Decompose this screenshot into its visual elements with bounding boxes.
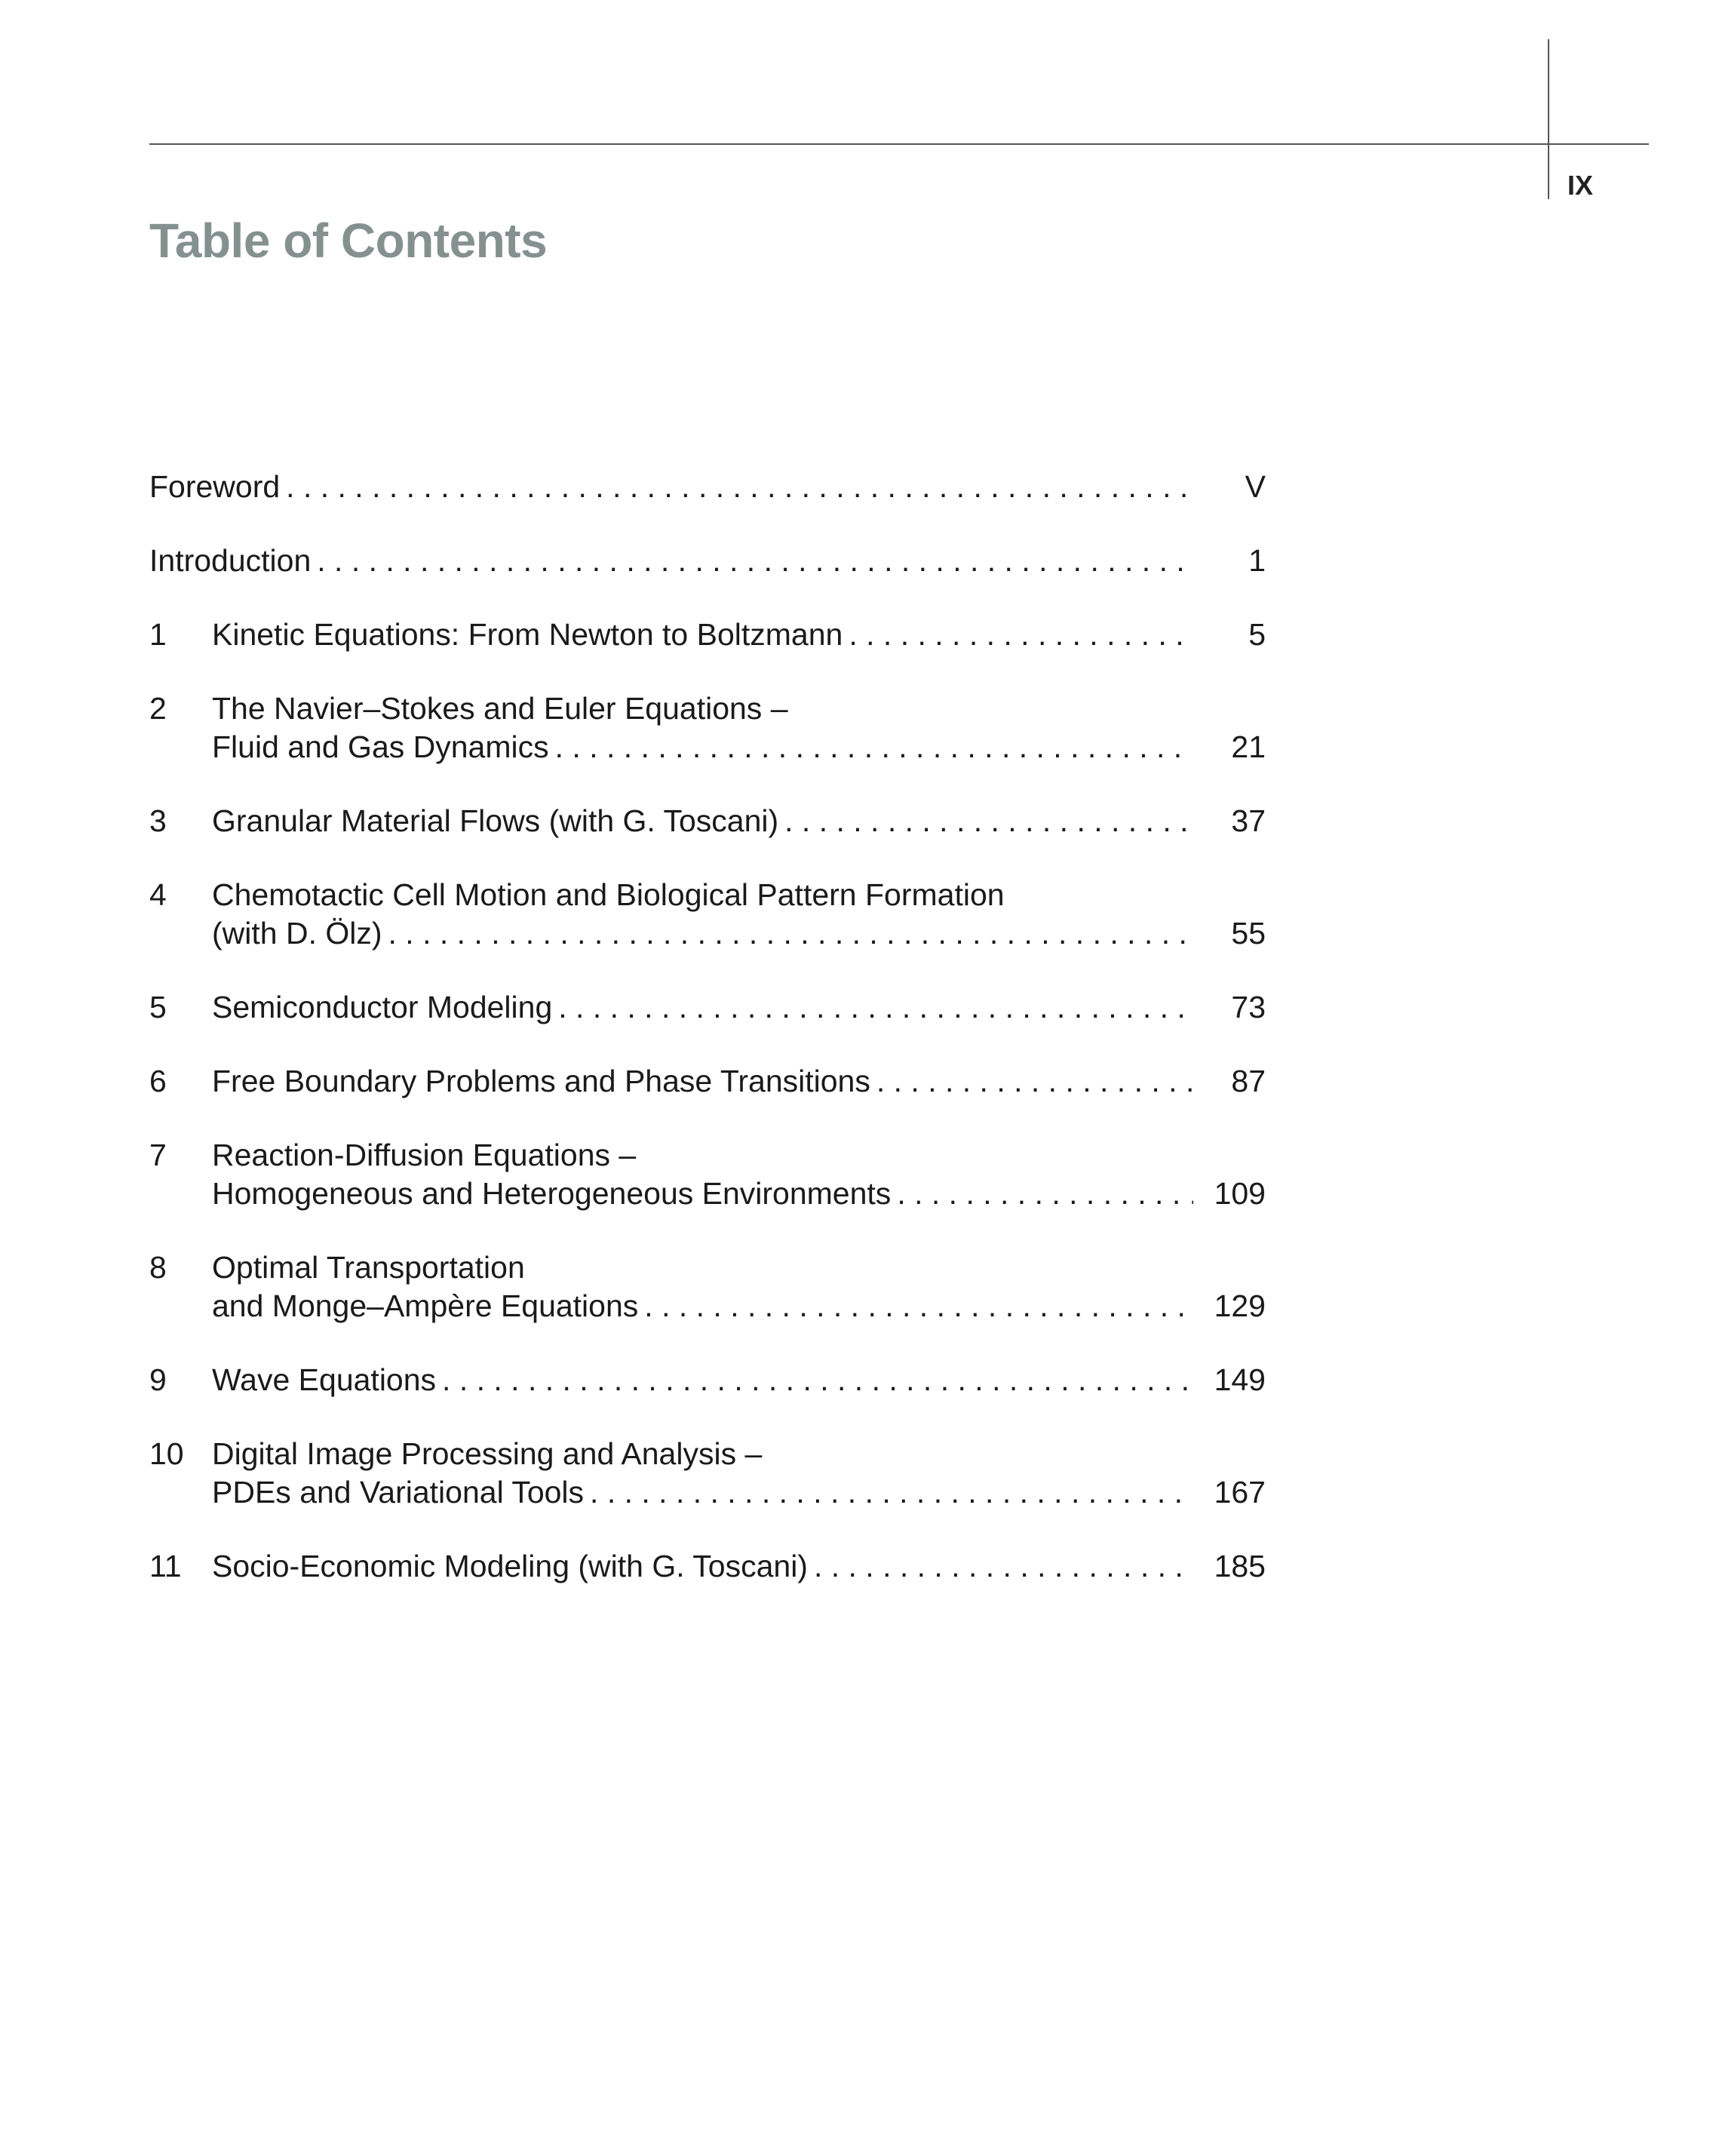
toc-entry[interactable] xyxy=(149,1361,1266,1399)
entry-title: Kinetic Equations: From Newton to Boltzmann xyxy=(212,617,843,652)
dot-leader xyxy=(558,988,1193,1027)
entry-page-number[interactable]: 109 xyxy=(1214,1176,1266,1211)
dot-leader xyxy=(644,1287,1193,1325)
entry-line xyxy=(212,1473,1266,1512)
entry-page-number[interactable]: 185 xyxy=(1214,1549,1266,1583)
entry-body xyxy=(149,468,1266,506)
toc-entry[interactable] xyxy=(149,1248,1266,1325)
chapter-number: 6 xyxy=(149,1064,167,1098)
dot-leader xyxy=(442,1361,1193,1399)
entry-body xyxy=(212,1435,1266,1512)
dot-leader xyxy=(286,468,1193,506)
entry-body xyxy=(212,1547,1266,1586)
entry-title: Socio-Economic Modeling (with G. Toscani) xyxy=(212,1549,808,1583)
chapter-number: 3 xyxy=(149,803,167,838)
entry-line xyxy=(149,542,1266,580)
entry-title: Fluid and Gas Dynamics xyxy=(212,729,549,764)
entry-title: Chemotactic Cell Motion and Biological Pattern Formation xyxy=(212,877,1005,912)
entry-line xyxy=(212,1062,1266,1101)
toc-entry[interactable] xyxy=(149,988,1266,1027)
header-rule xyxy=(149,143,1649,145)
entry-line xyxy=(212,988,1266,1027)
entry-line xyxy=(212,1361,1266,1399)
dot-leader xyxy=(317,542,1193,580)
chapter-number: 7 xyxy=(149,1138,167,1172)
dot-leader xyxy=(897,1175,1193,1213)
entry-page-number[interactable]: 55 xyxy=(1231,916,1266,951)
entry-title: Reaction-Diffusion Equations – xyxy=(212,1138,637,1172)
entry-page-number[interactable]: 129 xyxy=(1214,1288,1266,1323)
entry-body xyxy=(212,988,1266,1027)
toc-entry[interactable] xyxy=(149,876,1266,953)
page-number: IX xyxy=(1567,170,1594,201)
toc-entry[interactable] xyxy=(149,802,1266,840)
toc-entry[interactable] xyxy=(149,689,1266,766)
entry-line xyxy=(212,689,1266,728)
chapter-number: 9 xyxy=(149,1362,167,1397)
chapter-number: 10 xyxy=(149,1436,184,1471)
entry-line xyxy=(212,1287,1266,1325)
entry-line xyxy=(212,728,1266,766)
chapter-number: 5 xyxy=(149,990,167,1024)
entry-title: Homogeneous and Heterogeneous Environments xyxy=(212,1176,892,1211)
toc-entry[interactable] xyxy=(149,1136,1266,1213)
entry-body xyxy=(149,542,1266,580)
entry-line xyxy=(212,802,1266,840)
entry-title: Wave Equations xyxy=(212,1362,437,1397)
dot-leader xyxy=(849,616,1193,654)
toc-entry[interactable] xyxy=(149,468,1266,506)
entry-title: and Monge–Ampère Equations xyxy=(212,1288,639,1323)
entry-page-number[interactable]: 73 xyxy=(1231,990,1266,1024)
toc-entry[interactable] xyxy=(149,1547,1266,1586)
entry-title: Introduction xyxy=(149,543,312,578)
entry-title: Free Boundary Problems and Phase Transitions xyxy=(212,1064,870,1098)
entry-line xyxy=(212,616,1266,654)
toc-entry[interactable] xyxy=(149,1062,1266,1101)
dot-leader xyxy=(388,914,1194,953)
chapter-number: 8 xyxy=(149,1250,167,1285)
entry-page-number[interactable]: 167 xyxy=(1214,1475,1266,1510)
entry-title: Foreword xyxy=(149,469,281,504)
dot-leader xyxy=(876,1062,1193,1101)
entry-line xyxy=(212,876,1266,914)
entry-body xyxy=(212,689,1266,766)
dot-leader xyxy=(590,1473,1193,1512)
entry-line xyxy=(212,1175,1266,1213)
entry-page-number[interactable]: 37 xyxy=(1231,803,1266,838)
entry-body xyxy=(212,1248,1266,1325)
entry-line xyxy=(212,1248,1266,1287)
entry-body xyxy=(212,876,1266,953)
chapter-number: 2 xyxy=(149,691,167,726)
toc-entry[interactable] xyxy=(149,542,1266,580)
entry-page-number[interactable]: 1 xyxy=(1248,543,1266,578)
entry-line xyxy=(212,914,1266,953)
toc-entry[interactable] xyxy=(149,1435,1266,1512)
table-of-contents xyxy=(149,468,1266,1621)
entry-title: The Navier–Stokes and Euler Equations – xyxy=(212,691,788,726)
entry-line xyxy=(212,1547,1266,1586)
entry-page-number[interactable]: V xyxy=(1245,469,1266,504)
entry-line xyxy=(149,468,1266,506)
margin-rule xyxy=(1548,39,1549,199)
entry-page-number[interactable]: 21 xyxy=(1231,729,1266,764)
entry-page-number[interactable]: 5 xyxy=(1248,617,1266,652)
entry-title: Optimal Transportation xyxy=(212,1250,525,1285)
entry-body xyxy=(212,1136,1266,1213)
dot-leader xyxy=(555,728,1193,766)
entry-title: PDEs and Variational Tools xyxy=(212,1475,585,1510)
entry-page-number[interactable]: 87 xyxy=(1231,1064,1266,1098)
chapter-number: 4 xyxy=(149,877,167,912)
chapter-number: 11 xyxy=(149,1549,182,1583)
toc-entry[interactable] xyxy=(149,616,1266,654)
entry-body xyxy=(212,1361,1266,1399)
entry-body xyxy=(212,616,1266,654)
entry-title: (with D. Ölz) xyxy=(212,916,382,951)
entry-body xyxy=(212,802,1266,840)
page-title: Table of Contents xyxy=(149,213,548,268)
entry-line xyxy=(212,1435,1266,1473)
entry-title: Digital Image Processing and Analysis – xyxy=(212,1436,763,1471)
entry-line xyxy=(212,1136,1266,1175)
entry-title: Granular Material Flows (with G. Toscani) xyxy=(212,803,779,838)
dot-leader xyxy=(784,802,1193,840)
entry-body xyxy=(212,1062,1266,1101)
entry-page-number[interactable]: 149 xyxy=(1214,1362,1266,1397)
chapter-number: 1 xyxy=(149,617,167,652)
dot-leader xyxy=(814,1547,1193,1586)
entry-title: Semiconductor Modeling xyxy=(212,990,553,1024)
